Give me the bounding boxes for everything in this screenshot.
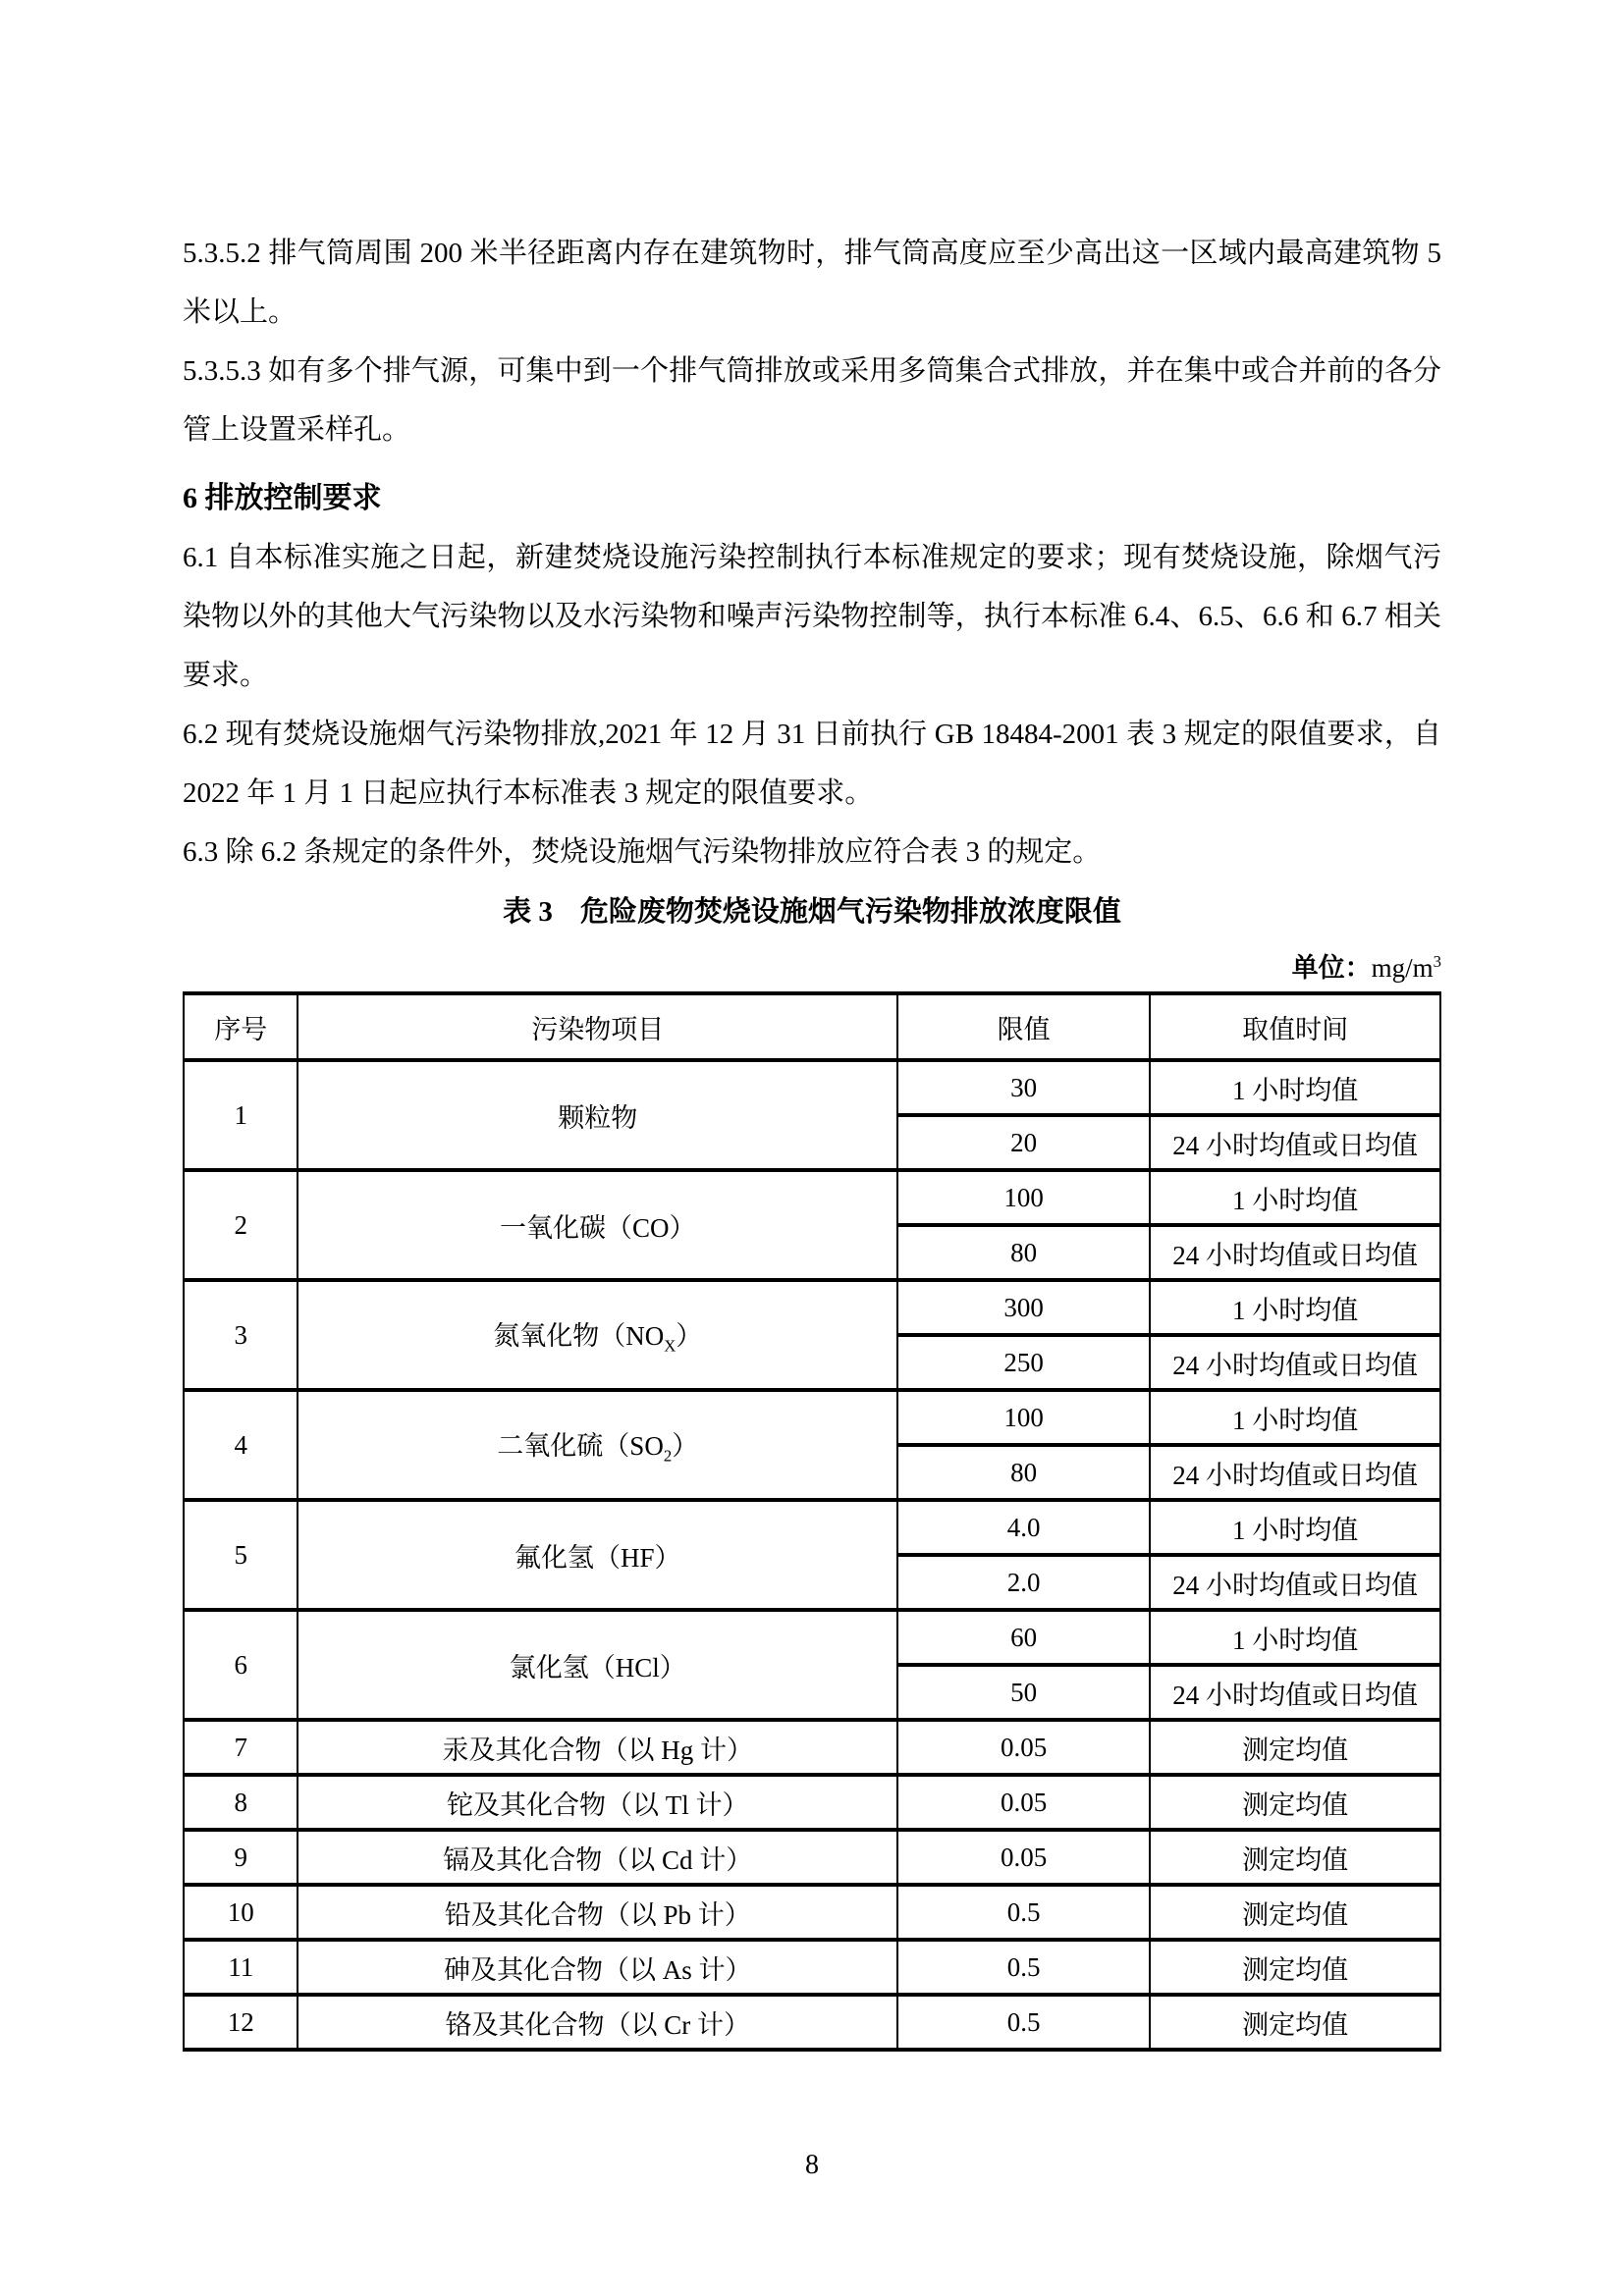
cell-no: 2 [184, 1170, 298, 1280]
cell-pollutant: 氮氧化物$(NO_X)$ [298, 1280, 897, 1390]
table-row [184, 1940, 1440, 1995]
table-3-title-text: 危险废物焚烧设施烟气污染物排放浓度限值 [579, 896, 1121, 928]
cell-limit: 20 [897, 1115, 1150, 1170]
cell-limit: 30 [897, 1060, 1150, 1115]
table-row [184, 1720, 1440, 1775]
table-row [184, 1775, 1440, 1830]
cell-time: 24 小时均值或日均值 [1150, 1555, 1440, 1610]
cell-pollutant: 铅及其化合物（以 Pb 计） [298, 1885, 897, 1940]
cell-limit: 50 [897, 1665, 1150, 1720]
cell-pollutant: 氟化氢（HF） [298, 1500, 897, 1610]
cell-time: 24 小时均值或日均值 [1150, 1225, 1440, 1280]
table-row [184, 1610, 1440, 1665]
table-3-title-label: 表 3 [503, 896, 553, 928]
header-time: 取值时间 [1150, 993, 1440, 1060]
cell-no: 12 [184, 1995, 298, 2050]
cell-limit: 300 [897, 1280, 1150, 1335]
cell-time: 测定均值 [1150, 1995, 1440, 2050]
cell-time: 24 小时均值或日均值 [1150, 1335, 1440, 1390]
cell-time: 1 小时均值 [1150, 1390, 1440, 1445]
cell-time: 24 小时均值或日均值 [1150, 1445, 1440, 1500]
table-row [184, 1885, 1440, 1940]
cell-pollutant: 砷及其化合物（以 As 计） [298, 1940, 897, 1995]
header-pollutant: 污染物项目 [298, 993, 897, 1060]
table-row [184, 1830, 1440, 1885]
paragraph-5-3-5-2: 5.3.5.2 排气筒周围 200 米半径距离内存在建筑物时，排气筒高度应至少高出这一区域内最高建筑物 5 米以上。 [183, 238, 1441, 328]
cell-no: 10 [184, 1885, 298, 1940]
cell-limit: 60 [897, 1610, 1150, 1665]
cell-no: 8 [184, 1775, 298, 1830]
paragraph-6-1: 6.1 自本标准实施之日起，新建焚烧设施污染控制执行本标准规定的要求；现有焚烧设施，除烟气污染物以外的其他大气污染物以及水污染物和噪声污染物控制等，执行本标准 6.4、6.5、6.6 和 6.7 相关要求。 [183, 542, 1441, 691]
cell-limit: 250 [897, 1335, 1150, 1390]
paragraph-5-3-5-3: 5.3.5.3 如有多个排气源，可集中到一个排气筒排放或采用多筒集合式排放，并在集中或合并前的各分管上设置采样孔。 [183, 355, 1441, 446]
cell-time: 测定均值 [1150, 1830, 1440, 1885]
cell-no: 11 [184, 1940, 298, 1995]
cell-no: 4 [184, 1390, 298, 1500]
cell-time: 测定均值 [1150, 1775, 1440, 1830]
cell-pollutant: 二氧化硫$(SO_2)$ [298, 1390, 897, 1500]
table-row [184, 1500, 1440, 1555]
cell-limit: 80 [897, 1225, 1150, 1280]
table-row [184, 1060, 1440, 1115]
cell-time: 测定均值 [1150, 1940, 1440, 1995]
cell-time: 1 小时均值 [1150, 1060, 1440, 1115]
table-header-row [184, 993, 1440, 1060]
cell-limit: 0.5 [897, 1940, 1150, 1995]
cell-pollutant: 颗粒物 [298, 1060, 897, 1170]
table-row [184, 1280, 1440, 1335]
cell-time: 1 小时均值 [1150, 1280, 1440, 1335]
cell-limit: 0.05 [897, 1720, 1150, 1775]
cell-limit: 80 [897, 1445, 1150, 1500]
header-no: 序号 [184, 993, 298, 1060]
table-3-unit [183, 940, 1441, 989]
cell-pollutant: 镉及其化合物（以 Cd 计） [298, 1830, 897, 1885]
cell-time: 1 小时均值 [1150, 1170, 1440, 1225]
unit-exponent: 3 [1433, 952, 1441, 971]
cell-pollutant: 氯化氢（HCl） [298, 1610, 897, 1720]
emission-limits-table [183, 991, 1441, 2052]
cell-limit: 100 [897, 1170, 1150, 1225]
cell-time: 测定均值 [1150, 1720, 1440, 1775]
cell-time: 1 小时均值 [1150, 1500, 1440, 1555]
cell-no: 7 [184, 1720, 298, 1775]
table-row [184, 1390, 1440, 1445]
table-row [184, 1995, 1440, 2050]
paragraph-6-2: 6.2 现有焚烧设施烟气污染物排放,2021 年 12 月 31 日前执行 GB 18484-2001 表 3 规定的限值要求，自 2022 年 1 月 1 日起应执行本标准表 3 规定的限值要求。 [183, 719, 1441, 809]
cell-pollutant: 铬及其化合物（以 Cr 计） [298, 1995, 897, 2050]
cell-limit: 2.0 [897, 1555, 1150, 1610]
unit-value: mg/m [1371, 953, 1434, 983]
cell-no: 6 [184, 1610, 298, 1720]
header-limit: 限值 [897, 993, 1150, 1060]
cell-no: 1 [184, 1060, 298, 1170]
cell-limit: 100 [897, 1390, 1150, 1445]
cell-limit: 0.5 [897, 1995, 1150, 2050]
table-3-title [183, 883, 1441, 940]
cell-limit: 4.0 [897, 1500, 1150, 1555]
cell-limit: 0.5 [897, 1885, 1150, 1940]
cell-time: 24 小时均值或日均值 [1150, 1665, 1440, 1720]
cell-pollutant: 汞及其化合物（以 Hg 计） [298, 1720, 897, 1775]
cell-no: 5 [184, 1500, 298, 1610]
cell-no: 9 [184, 1830, 298, 1885]
cell-pollutant: 铊及其化合物（以 Tl 计） [298, 1775, 897, 1830]
table-row [184, 1170, 1440, 1225]
cell-no: 3 [184, 1280, 298, 1390]
cell-pollutant: 一氧化碳（CO） [298, 1170, 897, 1280]
cell-time: 测定均值 [1150, 1885, 1440, 1940]
cell-limit: 0.05 [897, 1830, 1150, 1885]
page-number: 8 [805, 2150, 819, 2180]
unit-label: 单位： [1291, 953, 1372, 983]
paragraph-6-3: 6.3 除 6.2 条规定的条件外，焚烧设施烟气污染物排放应符合表 3 的规定。 [183, 836, 1102, 868]
section-6-heading: 6 排放控制要求 [183, 482, 382, 514]
cell-limit: 0.05 [897, 1775, 1150, 1830]
cell-time: 24 小时均值或日均值 [1150, 1115, 1440, 1170]
cell-time: 1 小时均值 [1150, 1610, 1440, 1665]
